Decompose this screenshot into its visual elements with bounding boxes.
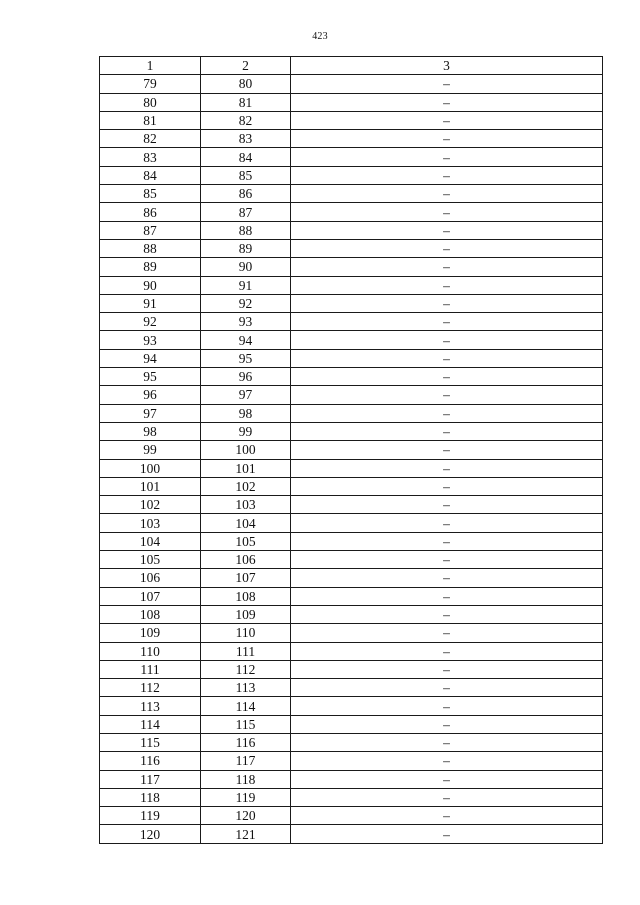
table-cell-col-2: 118	[201, 770, 291, 788]
table-row	[100, 605, 603, 623]
table-cell-col-2: 83	[201, 130, 291, 148]
table-row	[100, 624, 603, 642]
table-cell-col-3: –	[291, 331, 603, 349]
table-cell-col-2: 90	[201, 258, 291, 276]
table-cell-col-2: 117	[201, 752, 291, 770]
table-cell-col-1: 84	[100, 166, 201, 184]
table-cell-col-2: 101	[201, 459, 291, 477]
table-row	[100, 313, 603, 331]
table-cell-col-3: –	[291, 642, 603, 660]
table-cell-col-1: 99	[100, 441, 201, 459]
table-cell-col-2: 80	[201, 75, 291, 93]
table-cell-col-1: 105	[100, 551, 201, 569]
table-cell-col-3: –	[291, 313, 603, 331]
table-cell-col-2: 92	[201, 294, 291, 312]
table-cell-col-1: 111	[100, 660, 201, 678]
table-cell-col-2: 98	[201, 404, 291, 422]
table-row	[100, 239, 603, 257]
table-cell-col-3: –	[291, 697, 603, 715]
table-row	[100, 679, 603, 697]
data-table	[99, 56, 603, 844]
table-cell-col-2: 94	[201, 331, 291, 349]
table-row	[100, 770, 603, 788]
table-row	[100, 807, 603, 825]
table-cell-col-1: 94	[100, 349, 201, 367]
table-row	[100, 93, 603, 111]
table-cell-col-1: 120	[100, 825, 201, 843]
column-header-2: 2	[201, 57, 291, 75]
table-cell-col-3: –	[291, 770, 603, 788]
table-cell-col-3: –	[291, 75, 603, 93]
table-row	[100, 788, 603, 806]
table-row	[100, 349, 603, 367]
table-cell-col-1: 112	[100, 679, 201, 697]
table-cell-col-1: 82	[100, 130, 201, 148]
table-cell-col-1: 79	[100, 75, 201, 93]
table-cell-col-1: 93	[100, 331, 201, 349]
table-cell-col-3: –	[291, 221, 603, 239]
table-cell-col-3: –	[291, 660, 603, 678]
table-cell-col-3: –	[291, 825, 603, 843]
table-row	[100, 368, 603, 386]
table-row	[100, 660, 603, 678]
table-row	[100, 642, 603, 660]
table-cell-col-3: –	[291, 276, 603, 294]
page-number: 423	[312, 31, 328, 42]
table-cell-col-1: 96	[100, 386, 201, 404]
table-cell-col-3: –	[291, 203, 603, 221]
table-cell-col-3: –	[291, 148, 603, 166]
table-cell-col-3: –	[291, 185, 603, 203]
table-cell-col-3: –	[291, 532, 603, 550]
table-cell-col-2: 88	[201, 221, 291, 239]
table-cell-col-2: 89	[201, 239, 291, 257]
table-cell-col-1: 109	[100, 624, 201, 642]
table-row	[100, 422, 603, 440]
table-cell-col-3: –	[291, 587, 603, 605]
table-cell-col-1: 110	[100, 642, 201, 660]
table-row	[100, 166, 603, 184]
table-cell-col-3: –	[291, 624, 603, 642]
table-row	[100, 587, 603, 605]
column-header-3: 3	[291, 57, 603, 75]
table-row	[100, 697, 603, 715]
table-cell-col-2: 84	[201, 148, 291, 166]
table-cell-col-1: 89	[100, 258, 201, 276]
table-cell-col-2: 107	[201, 569, 291, 587]
table-row	[100, 130, 603, 148]
table-cell-col-1: 114	[100, 715, 201, 733]
table-cell-col-1: 97	[100, 404, 201, 422]
table-row	[100, 496, 603, 514]
table-row	[100, 148, 603, 166]
table-cell-col-2: 110	[201, 624, 291, 642]
table-cell-col-2: 91	[201, 276, 291, 294]
table-cell-col-2: 109	[201, 605, 291, 623]
table-row	[100, 294, 603, 312]
table-cell-col-3: –	[291, 368, 603, 386]
table-cell-col-2: 86	[201, 185, 291, 203]
table-cell-col-3: –	[291, 788, 603, 806]
table-cell-col-3: –	[291, 679, 603, 697]
table-cell-col-3: –	[291, 93, 603, 111]
table-cell-col-2: 121	[201, 825, 291, 843]
table-cell-col-3: –	[291, 807, 603, 825]
table-cell-col-2: 85	[201, 166, 291, 184]
table-cell-col-2: 99	[201, 422, 291, 440]
table-cell-col-2: 81	[201, 93, 291, 111]
table-cell-col-2: 114	[201, 697, 291, 715]
table-cell-col-1: 92	[100, 313, 201, 331]
table-row	[100, 276, 603, 294]
table-cell-col-2: 116	[201, 733, 291, 751]
table-cell-col-1: 101	[100, 477, 201, 495]
table-cell-col-2: 112	[201, 660, 291, 678]
table-cell-col-2: 100	[201, 441, 291, 459]
table-cell-col-3: –	[291, 386, 603, 404]
table-row	[100, 514, 603, 532]
table-cell-col-3: –	[291, 477, 603, 495]
table-row	[100, 258, 603, 276]
table-row	[100, 111, 603, 129]
table-cell-col-1: 88	[100, 239, 201, 257]
table-cell-col-1: 107	[100, 587, 201, 605]
table-header	[100, 57, 603, 75]
table-cell-col-3: –	[291, 569, 603, 587]
table-cell-col-3: –	[291, 294, 603, 312]
table-cell-col-1: 80	[100, 93, 201, 111]
table-row	[100, 221, 603, 239]
table-cell-col-1: 115	[100, 733, 201, 751]
table-row	[100, 185, 603, 203]
table-cell-col-1: 119	[100, 807, 201, 825]
table-row	[100, 825, 603, 843]
table-cell-col-2: 113	[201, 679, 291, 697]
table-cell-col-1: 98	[100, 422, 201, 440]
table-cell-col-1: 83	[100, 148, 201, 166]
table-row	[100, 551, 603, 569]
table-cell-col-3: –	[291, 441, 603, 459]
table-cell-col-1: 108	[100, 605, 201, 623]
table-cell-col-3: –	[291, 514, 603, 532]
table-cell-col-3: –	[291, 349, 603, 367]
table-row	[100, 733, 603, 751]
table-cell-col-3: –	[291, 459, 603, 477]
table-cell-col-2: 96	[201, 368, 291, 386]
table-cell-col-2: 97	[201, 386, 291, 404]
table-cell-col-3: –	[291, 422, 603, 440]
table-cell-col-3: –	[291, 239, 603, 257]
table-cell-col-2: 106	[201, 551, 291, 569]
table-cell-col-2: 87	[201, 203, 291, 221]
table-cell-col-1: 86	[100, 203, 201, 221]
table-cell-col-1: 95	[100, 368, 201, 386]
table-cell-col-2: 103	[201, 496, 291, 514]
table-cell-col-2: 120	[201, 807, 291, 825]
table-cell-col-3: –	[291, 733, 603, 751]
table-cell-col-2: 102	[201, 477, 291, 495]
table-cell-col-1: 102	[100, 496, 201, 514]
table-row	[100, 459, 603, 477]
table-row	[100, 441, 603, 459]
table-cell-col-1: 85	[100, 185, 201, 203]
table-cell-col-3: –	[291, 605, 603, 623]
table-cell-col-2: 82	[201, 111, 291, 129]
table-cell-col-1: 90	[100, 276, 201, 294]
table-cell-col-1: 106	[100, 569, 201, 587]
table-cell-col-1: 81	[100, 111, 201, 129]
table-cell-col-1: 117	[100, 770, 201, 788]
table-cell-col-2: 119	[201, 788, 291, 806]
table-cell-col-2: 95	[201, 349, 291, 367]
table-cell-col-1: 100	[100, 459, 201, 477]
table-cell-col-2: 104	[201, 514, 291, 532]
table-row	[100, 715, 603, 733]
table-cell-col-2: 105	[201, 532, 291, 550]
table-row	[100, 404, 603, 422]
table-cell-col-3: –	[291, 130, 603, 148]
table-row	[100, 532, 603, 550]
header-row	[100, 57, 603, 75]
table-cell-col-2: 115	[201, 715, 291, 733]
table-body	[100, 75, 603, 843]
table-row	[100, 477, 603, 495]
table-cell-col-1: 103	[100, 514, 201, 532]
table-row	[100, 203, 603, 221]
table-cell-col-3: –	[291, 404, 603, 422]
column-header-1: 1	[100, 57, 201, 75]
table-cell-col-1: 91	[100, 294, 201, 312]
table-row	[100, 569, 603, 587]
table-cell-col-3: –	[291, 166, 603, 184]
table-cell-col-3: –	[291, 496, 603, 514]
table-row	[100, 752, 603, 770]
table-cell-col-3: –	[291, 111, 603, 129]
table-cell-col-1: 87	[100, 221, 201, 239]
table-cell-col-3: –	[291, 551, 603, 569]
table-cell-col-1: 118	[100, 788, 201, 806]
table-cell-col-2: 111	[201, 642, 291, 660]
table-row	[100, 331, 603, 349]
table-cell-col-1: 116	[100, 752, 201, 770]
table-cell-col-1: 113	[100, 697, 201, 715]
table-cell-col-1: 104	[100, 532, 201, 550]
table-cell-col-3: –	[291, 258, 603, 276]
table-row	[100, 386, 603, 404]
table-row	[100, 75, 603, 93]
table-cell-col-3: –	[291, 715, 603, 733]
table-cell-col-2: 108	[201, 587, 291, 605]
table-cell-col-3: –	[291, 752, 603, 770]
table-cell-col-2: 93	[201, 313, 291, 331]
